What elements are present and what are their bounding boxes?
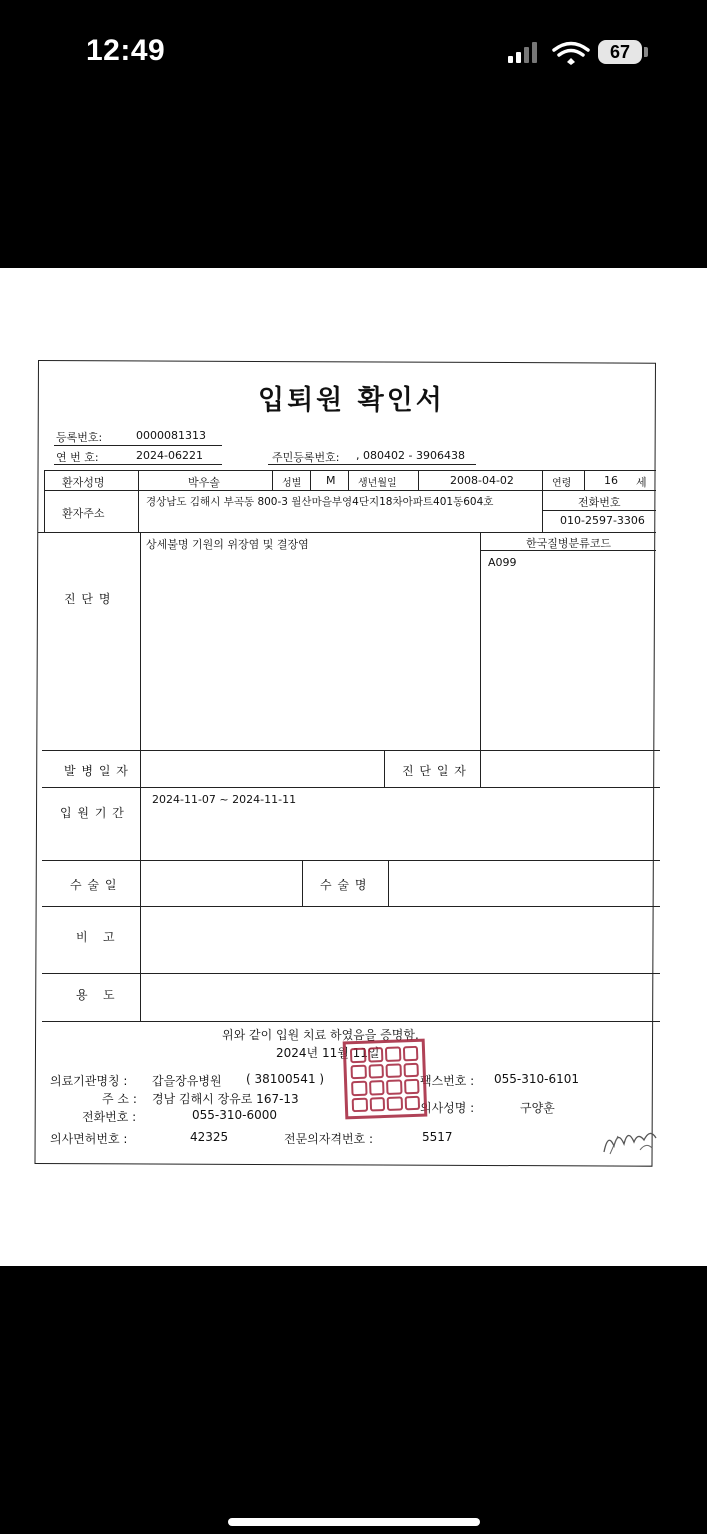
hospital-name: 갑을장유병원 bbox=[152, 1074, 222, 1088]
divider bbox=[268, 464, 476, 465]
age: 16 bbox=[604, 474, 618, 487]
diagnosis-label: 진 단 명 bbox=[64, 592, 112, 606]
grid-line bbox=[310, 470, 311, 490]
grid-line bbox=[542, 470, 543, 532]
resident-number: , 080402 - 3906438 bbox=[356, 449, 465, 462]
sex: M bbox=[326, 474, 336, 487]
registration-number-label: 등록번호: bbox=[56, 431, 103, 444]
hospital-label: 의료기관명칭 : bbox=[50, 1074, 128, 1088]
registration-number: 0000081313 bbox=[136, 429, 206, 442]
battery-icon: 67 bbox=[598, 40, 642, 64]
specialist-label: 전문의자격번호 : bbox=[284, 1132, 374, 1146]
onset-date-label: 발 병 일 자 bbox=[64, 764, 129, 778]
fax-label: 팩스번호 : bbox=[420, 1074, 475, 1088]
certification-text: 위와 같이 입원 치료 하였음을 증명함. bbox=[222, 1028, 419, 1042]
signature bbox=[600, 1122, 662, 1158]
specialist-number: 5517 bbox=[422, 1130, 453, 1144]
surgery-date-label: 수 술 일 bbox=[70, 878, 118, 892]
doctor-label: 의사성명 : bbox=[420, 1101, 475, 1115]
phone-label: 전화번호 bbox=[578, 496, 621, 509]
dob: 2008-04-02 bbox=[450, 474, 514, 487]
grid-line bbox=[38, 532, 656, 533]
age-unit: 세 bbox=[636, 476, 647, 489]
wifi-icon bbox=[554, 44, 588, 66]
address-label: 환자주소 bbox=[62, 507, 105, 520]
grid-line bbox=[42, 750, 660, 751]
grid-line bbox=[388, 860, 389, 906]
license-label: 의사면허번호 : bbox=[50, 1132, 128, 1146]
grid-line bbox=[42, 973, 660, 974]
home-indicator[interactable] bbox=[228, 1518, 480, 1526]
diagnosis-date-label: 진 단 일 자 bbox=[402, 764, 467, 778]
patient-name-label: 환자성명 bbox=[62, 476, 105, 489]
status-bar bbox=[0, 0, 707, 268]
grid-line bbox=[44, 470, 45, 532]
grid-line bbox=[272, 470, 273, 490]
kcd-code: A099 bbox=[488, 556, 517, 569]
dob-label: 생년월일 bbox=[358, 478, 397, 489]
surgery-name-label: 수 술 명 bbox=[320, 878, 368, 892]
grid-line bbox=[480, 532, 481, 750]
license-number: 42325 bbox=[190, 1130, 229, 1144]
cellular-signal-icon bbox=[506, 40, 590, 66]
serial-number: 2024-06221 bbox=[136, 449, 203, 462]
clock: 12:49 bbox=[86, 34, 166, 67]
divider bbox=[54, 445, 222, 446]
remarks-label: 비 고 bbox=[76, 930, 116, 944]
doctor-name: 구양훈 bbox=[520, 1101, 555, 1115]
grid-line bbox=[418, 470, 419, 490]
patient-address: 경상남도 김해시 부곡동 800-3 월산마을부영4단지18차아파트401동604호 bbox=[146, 496, 494, 508]
grid-line bbox=[42, 787, 660, 788]
hospital-seal bbox=[343, 1039, 428, 1120]
grid-line bbox=[42, 860, 660, 861]
kcd-label: 한국질병분류코드 bbox=[526, 537, 612, 550]
grid-line bbox=[44, 470, 656, 471]
patient-name: 박우솔 bbox=[188, 476, 220, 489]
grid-line bbox=[584, 470, 585, 490]
grid-line bbox=[348, 470, 349, 490]
grid-line bbox=[138, 470, 139, 532]
grid-line bbox=[302, 860, 303, 906]
age-label: 연령 bbox=[552, 478, 572, 489]
admission-period-label: 입 원 기 간 bbox=[60, 806, 125, 820]
sex-label: 성별 bbox=[282, 478, 302, 489]
grid-line bbox=[542, 510, 656, 511]
grid-line bbox=[42, 1021, 660, 1022]
fax-number: 055-310-6101 bbox=[494, 1072, 580, 1086]
serial-number-label: 연 번 호: bbox=[56, 451, 99, 464]
purpose-label: 용 도 bbox=[76, 988, 116, 1002]
hospital-address-label: 주 소 : bbox=[102, 1092, 137, 1106]
admission-period: 2024-11-07 ~ 2024-11-11 bbox=[152, 793, 297, 806]
document-title: 입퇴원 확인서 bbox=[258, 385, 445, 416]
diagnosis: 상세불명 기원의 위장염 및 결장염 bbox=[146, 538, 309, 551]
patient-phone: 010-2597-3306 bbox=[560, 514, 645, 527]
hospital-code: ( 38100541 ) bbox=[246, 1072, 325, 1086]
grid-line bbox=[480, 750, 481, 787]
divider bbox=[54, 464, 222, 465]
resident-number-label: 주민등록번호: bbox=[272, 451, 340, 464]
grid-line bbox=[384, 750, 385, 787]
bottom-bar bbox=[0, 1266, 707, 1534]
hospital-phone: 055-310-6000 bbox=[192, 1108, 278, 1122]
grid-line bbox=[42, 906, 660, 907]
grid-line bbox=[140, 532, 141, 1022]
hospital-phone-label: 전화번호 : bbox=[82, 1110, 137, 1124]
battery-tip bbox=[644, 47, 648, 57]
grid-line bbox=[44, 490, 656, 491]
hospital-address: 경남 김해시 장유로 167-13 bbox=[152, 1092, 299, 1106]
issue-date: 2024년 11월 11일 bbox=[276, 1046, 380, 1060]
